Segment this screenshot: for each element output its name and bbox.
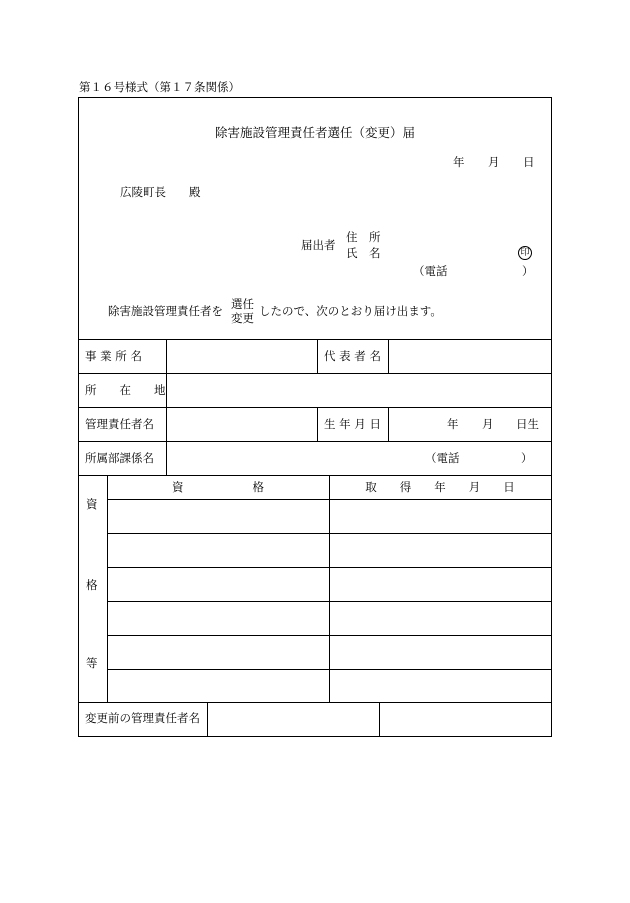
manager-name-label: 管理責任者名 [85,417,154,431]
table-line [78,339,552,340]
statement-prefix: 除害施設管理責任者を [108,304,223,318]
department-phone-label: （電話 [425,451,460,465]
birth-day-label: 日生 [516,417,539,431]
applicant-phone-close: ） [522,264,534,278]
birth-year-label: 年 [447,417,459,431]
table-line [107,475,108,702]
birth-date-label: 生 年 月 日 [324,417,381,431]
option-change: 変更 [231,311,254,326]
qualification-side-char: 格 [86,578,98,592]
office-name-label: 事 業 所 名 [85,349,142,363]
department-label: 所属部課係名 [85,451,154,465]
qualification-side-char: 資 [86,497,98,511]
name-label: 氏 名 [346,246,381,260]
location-label: 所 在 地 [85,383,166,397]
qualification-column-header: 資 格 [172,480,264,494]
frame-left-border [78,97,79,737]
applicant-label: 届出者 [301,238,336,252]
table-line [78,407,552,408]
table-line [379,702,380,736]
option-appointment: 選任 [231,297,254,311]
table-line [78,441,552,442]
addressee-honorific: 殿 [189,185,201,199]
previous-manager-label: 変更前の管理責任者名 [85,711,200,725]
form-title: 除害施設管理責任者選任（変更）届 [214,125,415,140]
table-line [317,407,318,441]
seal-mark: 印 [518,246,532,260]
acquired-date-column-header: 取 得 年 月 日 [365,480,515,494]
frame-right-border [551,97,552,737]
table-line [388,407,389,441]
qualification-side-char: 等 [86,656,98,670]
table-line [317,339,318,373]
table-line [78,702,552,703]
table-line [166,339,167,475]
date-day-label: 日 [523,155,535,169]
table-line [78,475,552,476]
address-label: 住 所 [346,230,381,244]
birth-month-label: 月 [482,417,494,431]
table-line [207,702,208,736]
form-number: 第１６号様式（第１７条関係） [79,80,240,94]
representative-label: 代 表 者 名 [324,349,381,363]
applicant-phone-label: （電話 [413,264,448,278]
table-line [388,339,389,373]
table-line [78,373,552,374]
date-year-label: 年 [453,155,465,169]
department-phone-close: ） [521,451,533,465]
date-month-label: 月 [488,155,500,169]
frame-bottom-border [78,736,552,737]
statement-suffix: したので、次のとおり届け出ます。 [259,304,442,318]
addressee-name: 広陵町長 [120,185,166,199]
frame-top-border [78,97,552,98]
statement-options [231,297,254,326]
table-line [329,475,330,702]
